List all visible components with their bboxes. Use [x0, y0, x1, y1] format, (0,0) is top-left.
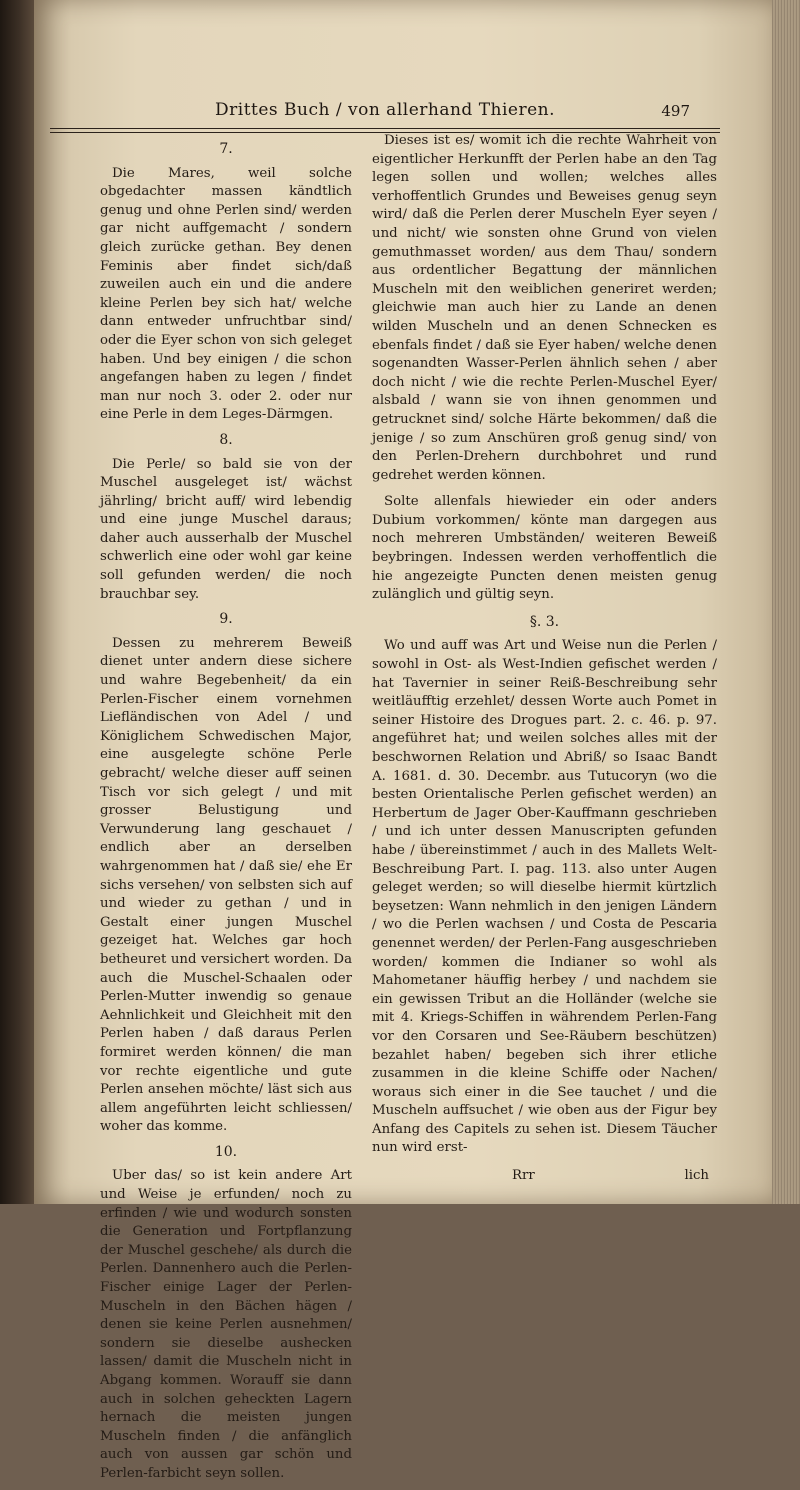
running-head — [170, 100, 690, 128]
section-8 — [100, 431, 352, 604]
paragraph: Solte allenfals hiewieder ein oder anders Dubium vorkommen/ könte man dargegen aus noch mehreren Umbständen/ weiteren Beweiß beybringen. Indessen werden verhoffentlich die hie angezeigte Puncten denen meisten genug zulänglich und gültig seyn. — [372, 494, 717, 603]
page-number: 497 — [661, 102, 690, 120]
left-column — [100, 136, 352, 1490]
page-edges — [772, 0, 800, 1204]
paragraph: Dessen zu mehrerem Beweiß dienet unter andern diese sichere und wahre Begebenheit/ da ein Perlen-Fischer einem vornehmen Liefländischen von Adel / und Königlichem Schwedischen Major, eine ausgelegte schöne Perle gebracht/ welche dieser auff seinen Tisch vor sich gelegt / und mit grosser Belustigung und Verwunderung lang geschauet / endlich aber an derselben wahrgenommen hat / daß sie/ ehe Er sichs versehen/ von selbsten sich auf und wieder zu gethan / und in Gestalt einer jungen Muschel gezeiget hat. Welches gar hoch betheuret und versichert worden. Da auch die Muschel-Schaalen oder Perlen-Mutter inwendig so genaue Aehnlichkeit und Gleichheit mit den Perlen haben / daß daraus Perlen formiret werden können/ die man vor rechte eigentliche und gute Perlen ansehen möchte/ läst sich aus allem angeführten leicht schliessen/ woher das komme. — [100, 635, 352, 1135]
paragraph: Uber das/ so ist kein andere Art und Weise je erfunden/ noch zu erfinden / wie und wodurch sonsten die Generation und Fortpflanzung der Muschel geschehe/ als durch die Perlen. Dannenhero auch die Perlen-Fischer einige Lager der Perlen-Muscheln in den Bächen hägen / denen sie keine Perlen ausnehmen/ sondern sie dieselbe aushecken lassen/ damit die Muscheln nicht in Abgang kommen. Worauff sie dann auch in solchen geheckten Lagern hernach die meisten jungen Muscheln finden / die anfänglich auch von aussen gar schön und Perlen-farbicht seyn sollen. — [100, 1168, 352, 1481]
paragraph: Dieses ist es/ womit ich die rechte Wahrheit von eigentlicher Herkunfft der Perlen habe an den Tag legen sollen und wollen; welches alles verhoffentlich Grundes und Beweises genug seyn wird/ daß die Perlen derer Muscheln Eyer seyen / und nicht/ wie sonsten ohne Grund von vielen gemuthmasset worden/ aus dem Thau/ sondern aus ordentlicher Begattung der männlichen Muscheln mit den weiblichen generiret werden; gleichwie man auch hier zu Lande an denen wilden Muscheln und an denen Schnecken es ebenfals findet / daß sie Eyer haben/ welche denen sogenandten Wasser-Perlen ähnlich sehen / aber doch nicht / wie die rechte Perlen-Muschel Eyer/ alsbald / wann sie von ihnen genommen und getrucknet sind/ solche Härte bekommen/ daß die jenige / so zum Anschüren groß genug sind/ von den Perlen-Drehern durchbohret und rund gedrehet werden können. — [372, 133, 717, 483]
section-10 — [100, 1143, 352, 1484]
section-heading: §. 3. — [529, 613, 560, 630]
paragraph: Die Mares, weil solche obgedachter massen kändtlich genug und ohne Perlen sind/ werden gar nicht auffgemacht / sondern gleich zurücke gethan. Bey denen Feminis aber findet sich/daß zuweilen auch ein und die andere kleine Perlen bey sich hat/ welche dann entweder unfruchtbar sind/ oder die Eyer schon von sich geleget haben. Und bey einigen / die schon angefangen haben zu legen / findet man nur noch 3. oder 2. oder nur eine Perle in dem Leges-Därmgen. — [100, 165, 352, 423]
section-number: 10. — [214, 1143, 238, 1160]
paragraph: Wo und auff was Art und Weise nun die Perlen / sowohl in Ost- als West-Indien gefischet werden / hat Tavernier in seiner Reiß-Beschreibung sehr weitläufftig erzehlet/ dessen Worte auch Pomet in seiner Histoire des Drogues part. 2. c. 46. p. 97. angeführet hat; und weilen solches alles mit der beschwornen Relation und Abriß/ so Isaac Bandt A. 1681. d. 30. Decembr. aus Tutucoryn (wo die besten Orientalische Perlen gefischet werden) an Herbertum de Jager Ober-Kauffmann geschrieben / und ich unter dessen Manuscripten gefunden habe / übereinstimmet / auch in des Mallets Welt-Beschreibung Part. I. pag. 113. also unter Augen geleget werden; so will dieselbe hiermit kürtzlich beysetzen: Wann nehmlich in den jenigen Ländern / wo die Perlen wachsen / und Costa de Pescaria genennet werden/ der Perlen-Fang ausgeschrieben worden/ kommen die Indianer so wohl als Mahometaner häuffig herbey / und nachdem sie ein gewissen Tribut an die Holländer (welche sie mit 4. Kriegs-Schiffen in währendem Perlen-Fang vor den Corsaren und See-Räubern beschützen) bezahlet haben/ begeben sich ihrer etliche zusammen in die kleine Schiffe oder Nachen/ woraus sich einer in die See tauchet / und die Muscheln auffsuchet / wie oben aus der Figur bey Anfang des Capitels zu sehen ist. Diesem Täucher nun wird erst- — [372, 638, 717, 1156]
section-9 — [100, 610, 352, 1137]
section-number: 9. — [219, 611, 233, 628]
catchword: lich — [684, 1168, 709, 1183]
right-column — [372, 132, 717, 1166]
section-7 — [100, 140, 352, 425]
signature-mark: Rrr — [512, 1168, 535, 1183]
book-spine-shadow — [0, 0, 34, 1204]
page-footer — [372, 1168, 717, 1188]
paragraph: Die Perle/ so bald sie von der Muschel ausgeleget ist/ wächst jährling/ bricht auff/ wird lebendig und eine junge Muschel daraus; daher auch ausserhalb der Muschel schwerlich eine oder wohl gar keine soll gefunden werden/ die noch brauchbar sey. — [100, 456, 352, 602]
running-head-title: Drittes Buch / von allerhand Thieren. — [215, 100, 556, 120]
section-number: 7. — [219, 141, 233, 157]
section-number: 8. — [219, 431, 233, 448]
